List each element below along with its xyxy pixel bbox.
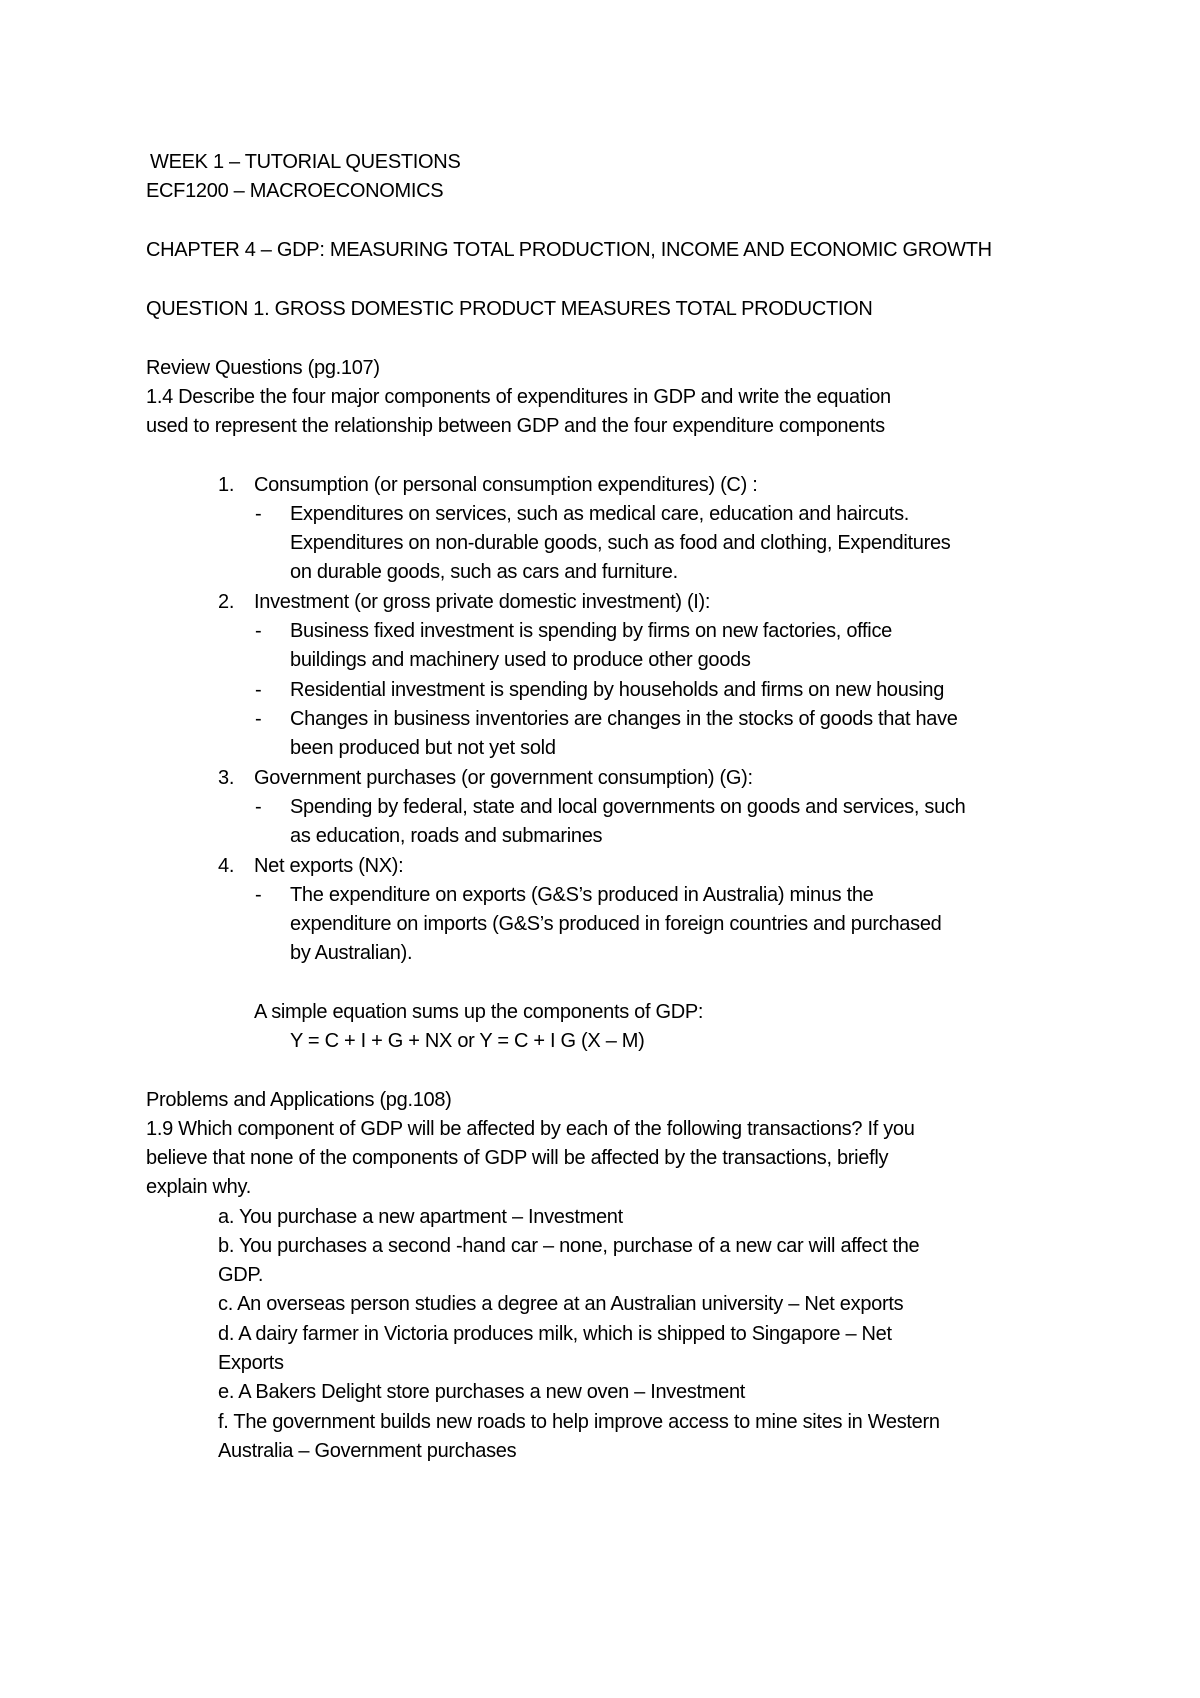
bullet-text: as education, roads and submarines: [290, 825, 603, 847]
course-title: ECF1200 – MACROECONOMICS: [146, 180, 444, 202]
answer-line: e. A Bakers Delight store purchases a new oven – Investment: [218, 1381, 746, 1403]
bullet-dash: -: [255, 796, 262, 818]
review-heading: Review Questions (pg.107): [146, 357, 380, 379]
component-title: Consumption (or personal consumption expenditures) (C) :: [254, 474, 758, 496]
problems-heading: Problems and Applications (pg.108): [146, 1089, 452, 1111]
week-title: WEEK 1 – TUTORIAL QUESTIONS: [150, 151, 461, 173]
answer-line: a. You purchase a new apartment – Investment: [218, 1206, 623, 1228]
bullet-dash: -: [255, 884, 262, 906]
question-heading: QUESTION 1. GROSS DOMESTIC PRODUCT MEASURES TOTAL PRODUCTION: [146, 298, 873, 320]
equation-intro: A simple equation sums up the components of GDP:: [254, 1001, 704, 1023]
bullet-dash: -: [255, 503, 262, 525]
problems-prompt-line: 1.9 Which component of GDP will be affected by each of the following transactions? If you: [146, 1118, 915, 1140]
component-title: Investment (or gross private domestic investment) (I):: [254, 591, 711, 613]
bullet-text: Business fixed investment is spending by firms on new factories, office: [290, 620, 892, 642]
list-number: 4.: [218, 855, 235, 877]
bullet-text: Residential investment is spending by households and firms on new housing: [290, 679, 945, 701]
list-number: 3.: [218, 767, 235, 789]
bullet-text: on durable goods, such as cars and furniture.: [290, 561, 678, 583]
component-title: Government purchases (or government consumption) (G):: [254, 767, 753, 789]
answer-line: b. You purchases a second -hand car – none, purchase of a new car will affect the: [218, 1235, 920, 1257]
answer-line: Exports: [218, 1352, 284, 1374]
chapter-heading: CHAPTER 4 – GDP: MEASURING TOTAL PRODUCTION, INCOME AND ECONOMIC GROWTH: [146, 239, 992, 261]
answer-line: GDP.: [218, 1264, 264, 1286]
bullet-text: buildings and machinery used to produce other goods: [290, 649, 751, 671]
bullet-text: been produced but not yet sold: [290, 737, 556, 759]
problems-prompt-line: explain why.: [146, 1176, 251, 1198]
bullet-text: The expenditure on exports (G&S’s produced in Australia) minus the: [290, 884, 874, 906]
list-number: 1.: [218, 474, 235, 496]
bullet-text: Expenditures on non-durable goods, such as food and clothing, Expenditures: [290, 532, 951, 554]
bullet-text: by Australian).: [290, 942, 413, 964]
bullet-dash: -: [255, 620, 262, 642]
bullet-text: Expenditures on services, such as medical care, education and haircuts.: [290, 503, 910, 525]
list-number: 2.: [218, 591, 235, 613]
answer-line: f. The government builds new roads to help improve access to mine sites in Western: [218, 1411, 940, 1433]
bullet-dash: -: [255, 708, 262, 730]
bullet-text: Spending by federal, state and local governments on goods and services, such: [290, 796, 966, 818]
answer-line: d. A dairy farmer in Victoria produces milk, which is shipped to Singapore – Net: [218, 1323, 892, 1345]
problems-prompt-line: believe that none of the components of GDP will be affected by the transactions, briefly: [146, 1147, 889, 1169]
review-prompt-line: 1.4 Describe the four major components of expenditures in GDP and write the equation: [146, 386, 891, 408]
bullet-dash: -: [255, 679, 262, 701]
answer-line: c. An overseas person studies a degree at an Australian university – Net exports: [218, 1293, 904, 1315]
review-prompt-line: used to represent the relationship between GDP and the four expenditure components: [146, 415, 885, 437]
answer-line: Australia – Government purchases: [218, 1440, 517, 1462]
gdp-equation: Y = C + I + G + NX or Y = C + I G (X – M): [290, 1030, 645, 1052]
bullet-text: Changes in business inventories are changes in the stocks of goods that have: [290, 708, 958, 730]
bullet-text: expenditure on imports (G&S’s produced in foreign countries and purchased: [290, 913, 942, 935]
component-title: Net exports (NX):: [254, 855, 404, 877]
